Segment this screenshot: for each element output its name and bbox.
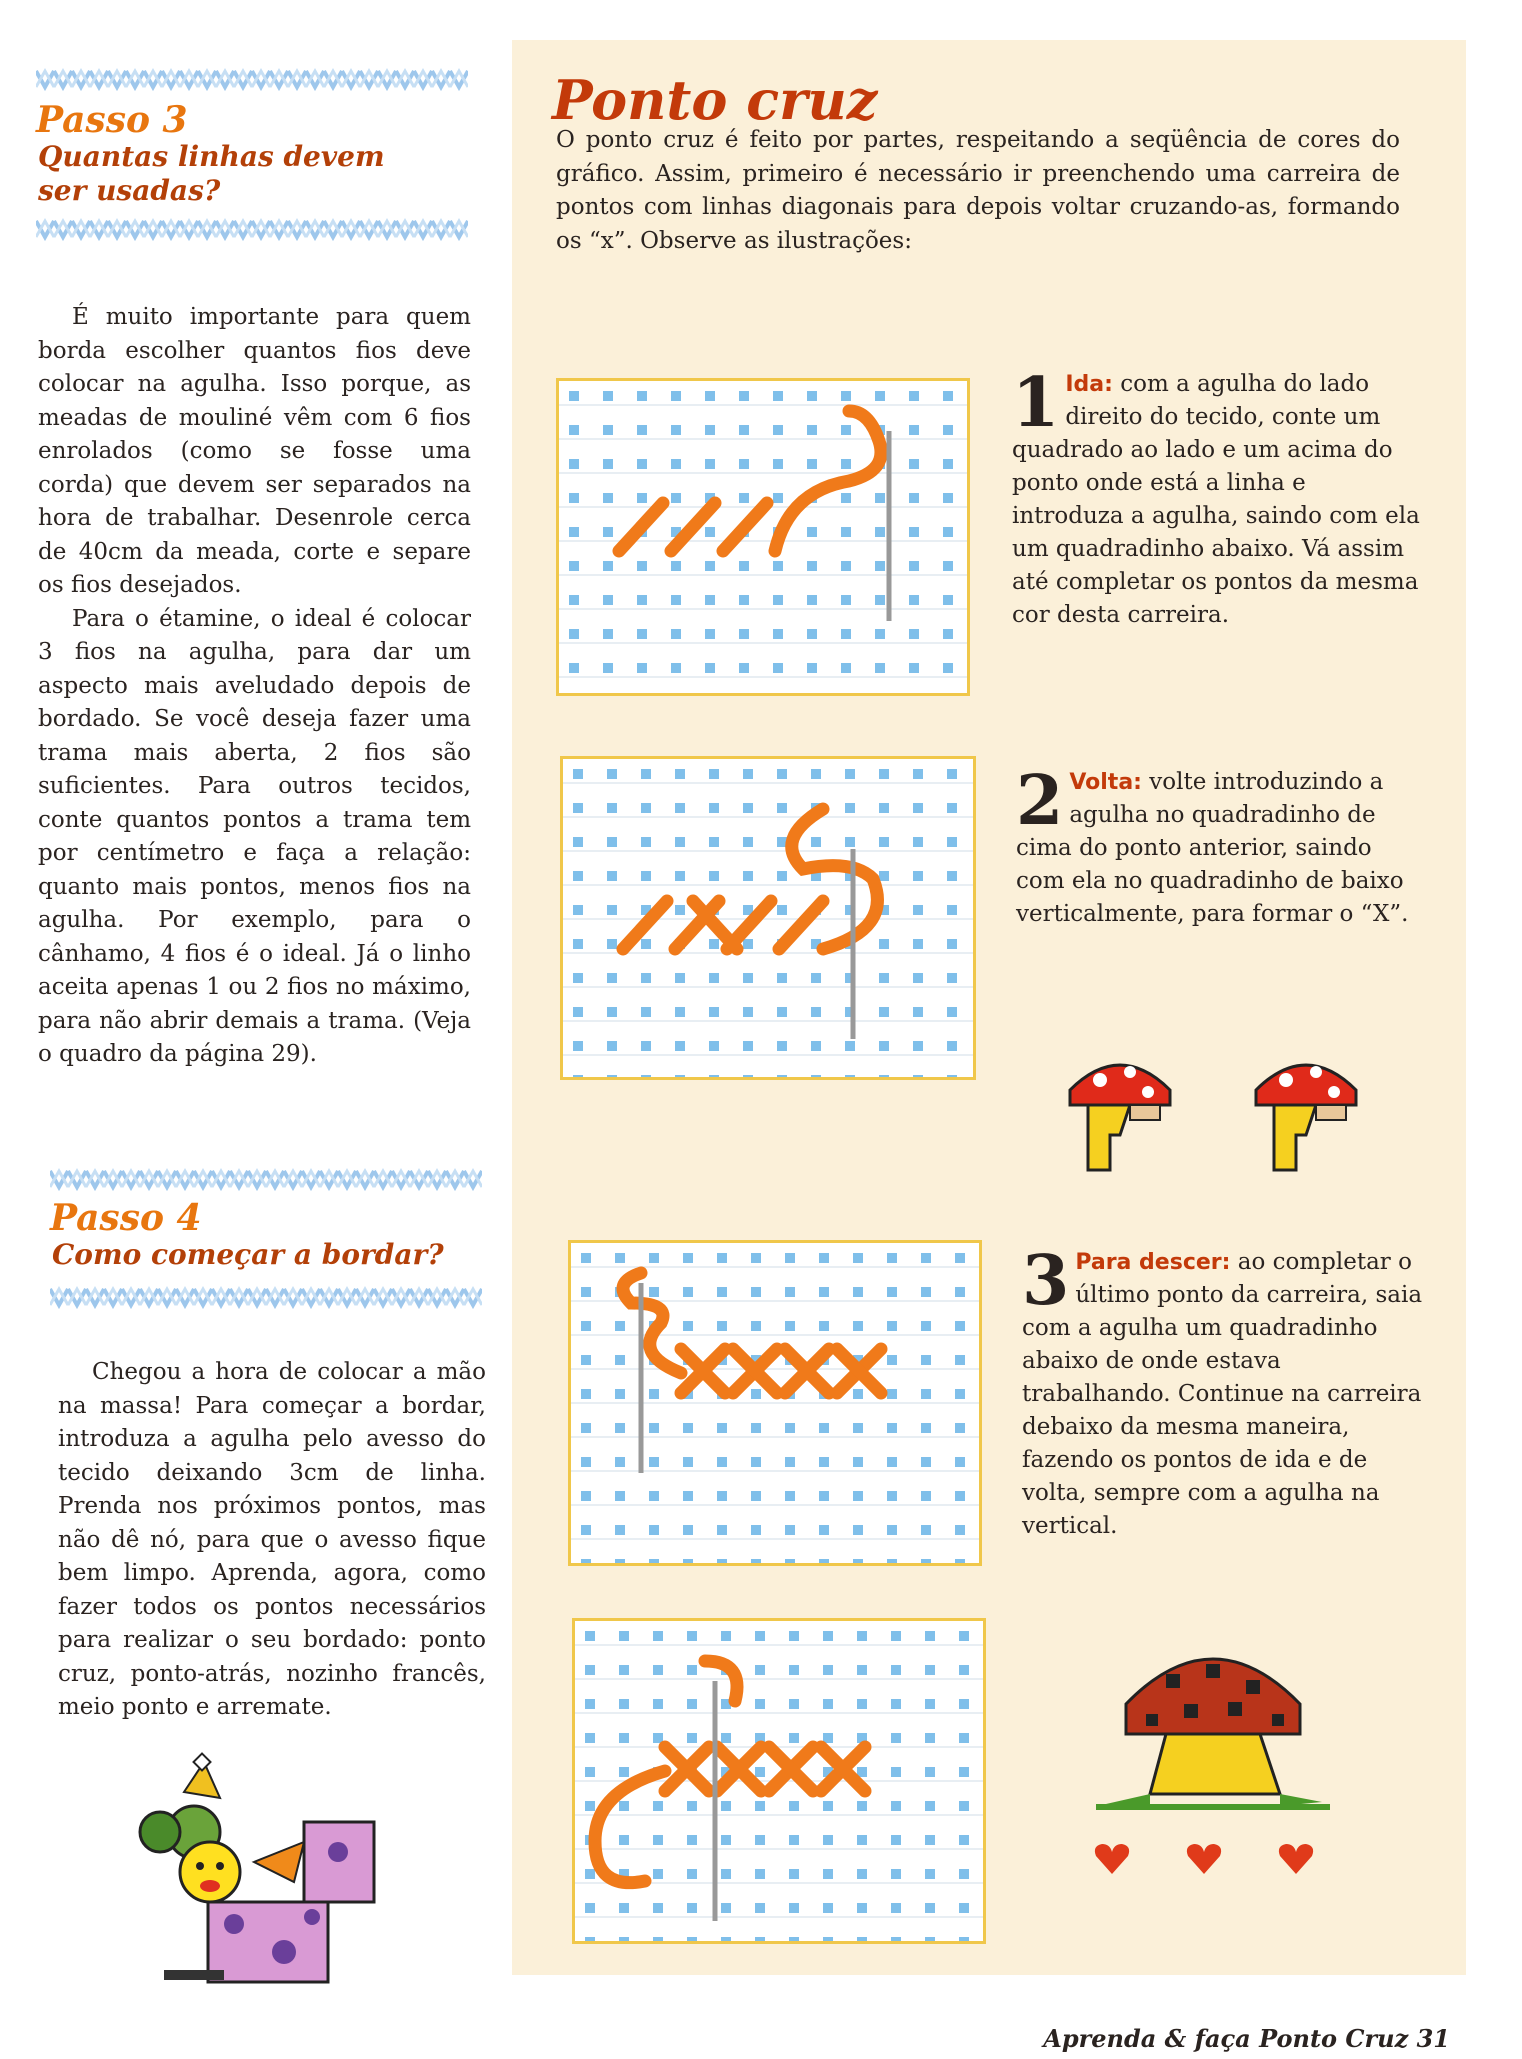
passo4-paragraph: Chegou a hora de colocar a mão na massa! Para começar a bordar, introduza a agulha pelo avesso do tecido deixando 3cm de linha. Prenda nos próximos pontos, mas não dê nó, para que o avesso fique bem limpo. Aprenda, agora, como fazer todos os pontos necessários para realizar o seu bordado: ponto cruz, ponto-atrás, nozinho francês, meio ponto e arremate. — [58, 1359, 486, 1720]
page-title: Ponto cruz — [552, 68, 878, 132]
fabric-illustration-descer — [568, 1240, 982, 1566]
heart-icon — [1184, 1838, 1224, 1878]
large-mushroom-cross-stitch-icon — [1096, 1634, 1330, 1814]
zigzag-divider-icon — [36, 212, 468, 246]
heart-icon — [1276, 1838, 1316, 1878]
step-3-description: ao completar o último ponto da carreira, saia com a agulha um quadradinho abaixo de onde estava trabalhando. Continue na carreira debaixo da mesma maneira, fazendo os pontos de ida e de volta, sempre com a agulha na vertical. — [1022, 1249, 1423, 1539]
passo3-question-line2: ser usadas? — [38, 174, 221, 207]
passo3-body — [38, 301, 471, 1072]
passo4-body — [58, 1356, 486, 1725]
small-mushroom-cross-stitch-icon — [1246, 1050, 1366, 1180]
step-3-label: Para descer: — [1075, 1250, 1231, 1275]
step-2-description: volte introduzindo a agulha no quadradinho de cima do ponto anterior, saindo com ela no quadradinho de baixo verticalmente, para formar o “X”. — [1016, 769, 1409, 927]
small-mushroom-cross-stitch-icon — [1060, 1050, 1180, 1180]
magazine-name: Aprenda & faça Ponto Cruz — [1043, 2024, 1409, 2053]
page-number: 31 — [1416, 2024, 1450, 2053]
fabric-illustration-ida — [556, 378, 970, 696]
step-2-label: Volta: — [1069, 770, 1142, 795]
step-1-description: com a agulha do lado direito do tecido, conte um quadrado ao lado e um acima do ponto onde está a linha e introduza a agulha, saindo com ela um quadradinho abaixo. Vá assim até completar os pontos da mesma cor desta carreira. — [1012, 371, 1420, 628]
zigzag-divider-icon — [50, 1162, 482, 1196]
step-1-label: Ida: — [1065, 372, 1113, 397]
intro-paragraph: O ponto cruz é feito por partes, respeitando a seqüência de cores do gráfico. Assim, primeiro é necessário ir preenchendo uma carreira de pontos com linhas diagonais para depois voltar cruzando-as, formando os “x”. Observe as ilustrações: — [556, 127, 1400, 254]
step-1-text — [1012, 363, 1422, 632]
passo4-label: Passo 4 — [50, 1197, 202, 1239]
passo3-paragraph-2: Para o étamine, o ideal é colocar 3 fios na agulha, para dar um aspecto mais aveludado depois de bordado. Se você deseja fazer uma trama mais aberta, 2 fios são suficientes. Para outros tecidos, conte quantos pontos a trama tem por centímetro e faça a relação: quanto mais pontos, menos fios na agulha. Por exemplo, para o cânhamo, 4 fios é o ideal. Já o linho aceita apenas 1 ou 2 fios no máximo, para não abrir demais a trama. (Veja o quadro da página 29). — [38, 605, 471, 1067]
zigzag-divider-icon — [50, 1280, 482, 1314]
step-1-number: 1 — [1012, 363, 1060, 443]
passo4-question: Como começar a bordar? — [52, 1238, 444, 1271]
zigzag-divider-icon — [36, 62, 468, 96]
clown-gift-cross-stitch-icon — [124, 1752, 384, 1988]
heart-icon — [1092, 1838, 1132, 1878]
step-2-text — [1016, 761, 1426, 931]
step-3-text — [1022, 1241, 1432, 1543]
step-2-number: 2 — [1016, 761, 1064, 841]
passo3-question-line1: Quantas linhas devem — [38, 140, 385, 173]
passo3-label: Passo 3 — [36, 99, 188, 141]
step-3-number: 3 — [1022, 1241, 1070, 1321]
page-footer — [1043, 2024, 1450, 2053]
passo3-paragraph-1: É muito importante para quem borda escolher quantos fios deve colocar na agulha. Isso porque, as meadas de mouliné vêm com 6 fios enrolados (como se fosse uma corda) que devem ser separados na hora de trabalhar. Desenrole cerca de 40cm da meada, corte e separe os fios desejados. — [38, 304, 471, 598]
fabric-illustration-second-row — [572, 1618, 986, 1944]
fabric-illustration-volta — [560, 756, 976, 1080]
